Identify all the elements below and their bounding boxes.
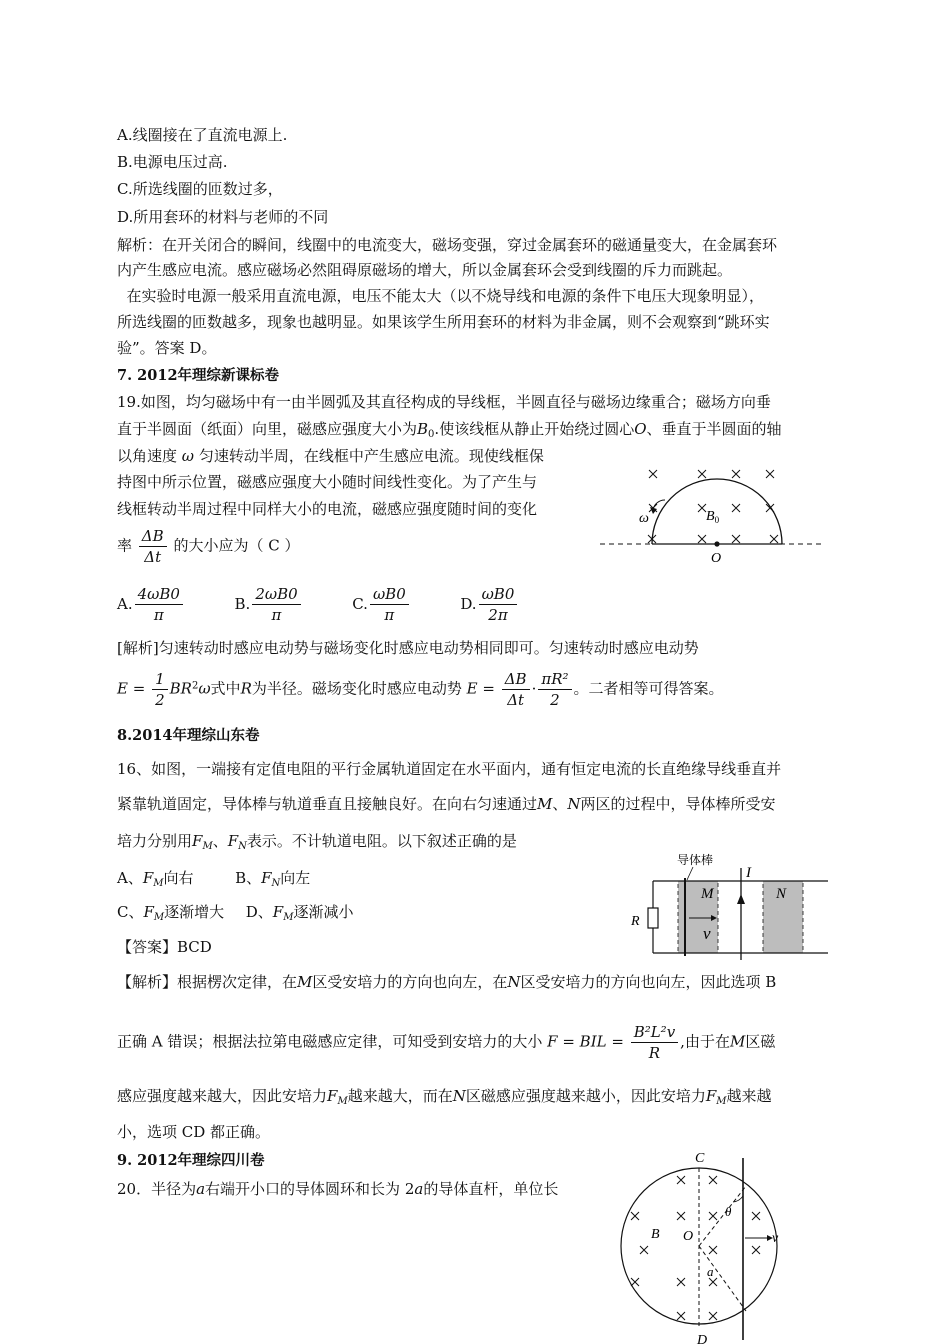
ring-cross-marks [631,1176,760,1320]
s8-question-line-2: 紧靠轨道固定，导体棒与轨道垂直且接触良好。在向右匀速通过M、N两区的过程中，导体棒所受安 [117,795,776,813]
s7-question-line-5: 线框转动半周过程中同样大小的电流，磁感应强度随时间的变化 [117,500,538,518]
resistor [648,908,658,928]
q6-option-a: A.线圈接在了直流电源上. [117,126,288,144]
v-label: v [703,924,711,943]
q6-option-b: B.电源电压过高. [117,153,228,171]
s7-question-line-1: 19.如图，均匀磁场中有一由半圆弧及其直径构成的导线框，半圆直径与磁场边缘重合；磁场方向垂 [117,393,771,411]
center-point [714,541,719,546]
s8-option-c: C、$F_M$逐渐增大 [117,903,225,923]
s8-options-ab [117,867,310,895]
s8-analysis-line-1: 【解析】根据楞次定律，在M区受安培力的方向也向左，在N区受安培力的方向也向左，因此选项 B [117,973,777,991]
s8-analysis-line-4: 小，选项 CD 都正确。 [117,1123,271,1141]
s8-options-cd [117,901,353,929]
q6-analysis-line-3: 在实验时电源一般采用直流电源，电压不能太大（以不烧导线和电源的条件下电压大现象明显）， [117,287,765,305]
s7-question-line-4: 持图中所示位置，磁感应强度大小随时间线性变化。为了产生与 [117,473,538,491]
section-9-title: 9. 2012年理综四川卷 [117,1152,265,1169]
s7-option-a: A. $\frac{4\omega B0}{\pi}$ [117,595,185,613]
n-label: N [776,886,787,902]
s8-answer: 【答案】BCD [117,938,212,956]
s9-question-line-1: 20．半径为a右端开小口的导体圆环和长为 2a的导体直杆，单位长 [117,1180,559,1198]
o-label: O [711,551,722,566]
i-label: I [746,865,751,881]
radius-upper [699,1186,746,1246]
q6-analysis-line-4: 所选线圈的匝数越多，现象也越明显。如果该学生所用套环的材料为非金属，则不会观察到“跳环实 [117,313,770,331]
s7-options [117,584,519,625]
ring-rod-figure [615,1146,790,1344]
s8-analysis-line-2: 正确 A 错误；根据法拉第电磁感应定律，可知受到安培力的大小 F = BIL = $\frac{\text{B²L²v}}{R}$ ,由于在M区磁 [117,1023,776,1062]
c-label: C [695,1151,705,1166]
r-label: R [631,914,640,929]
s7-option-d: D. $\frac{\omega B0}{2\pi}$ [460,595,519,613]
s7-analysis-line-1: [解析]匀速转动时感应电动势与磁场变化时感应电动势相同即可。匀速转动时感应电动势 [117,639,699,657]
s7-question-line-2: 直于半圆面（纸面）向里，磁感应强度大小为$B_0$.使该线框从静止开始绕过圆心O、垂直于半圆面的轴 [117,420,782,440]
o-label: O [683,1229,694,1244]
omega-label: ω [639,511,649,526]
q6-option-d: D.所用套环的材料与老师的不同 [117,208,329,226]
b0-label: $B_0$ [706,509,720,525]
s8-question-line-3: 培力分别用$F_M$、$F_N$表示。不计轨道电阻。以下叙述正确的是 [117,832,517,852]
s7-option-b: B. $\frac{2\omega B0}{\pi}$ [235,595,303,613]
q6-analysis-line-2: 内产生感应电流。感应磁场必然阻碍原磁场的增大，所以金属套环会受到线圈的斥力而跳起。 [117,261,733,279]
s8-option-a: A、$F_M$向右 [117,869,194,889]
s8-option-d: D、$F_M$逐渐减小 [245,903,354,923]
s7-question-line-3: 以角速度 ω 匀速转动半周，在线框中产生感应电流。现使线框保 [117,447,544,465]
s8-question-line-1: 16、如图，一端接有定值电阻的平行金属轨道固定在水平面内，通有恒定电流的长直绝缘导线垂直并 [117,760,782,778]
s8-option-b: B、$F_N$向左 [235,869,311,889]
s7-option-c: C. $\frac{\omega B0}{\pi}$ [352,595,411,613]
s7-analysis-line-2: E = $\frac{1}{2}$ $BR^2\omega$式中R为半径。磁场变化时感应电动势 E = $\frac{\Delta B}{\Delta t}$ · $\frac{\text{πR²}}{2}$ 。二者相等可得答案。 [117,670,724,709]
s8-analysis-line-3: 感应强度越来越大，因此安培力$F_M$越来越大，而在N区磁感应强度越来越小，因此安培力$F_M$越来越 [117,1087,772,1107]
semicircle-field-figure [595,458,835,568]
rod-label: 导体棒 [677,853,714,867]
section-8-title: 8.2014年理综山东卷 [117,727,260,744]
theta-label: θ [725,1204,732,1219]
field-cross-marks [648,470,778,543]
rails-figure [625,850,830,960]
v-label: v [772,1231,779,1246]
s7-question-line-6: 率 $\frac{\Delta B}{\Delta t}$ 的大小应为（ C ） [117,527,300,566]
d-label: D [697,1333,708,1344]
a-label: a [707,1264,714,1279]
rod-pointer [687,867,693,880]
q6-option-c: C.所选线圈的匝数过多， [117,180,283,198]
b-label: B [651,1227,660,1242]
q6-analysis-line-5: 验”。答案 D。 [117,339,217,357]
section-7-title: 7. 2012年理综新课标卷 [117,367,280,384]
m-label: M [701,886,714,902]
current-arrowhead [737,894,745,904]
q6-analysis-line-1: 解析：在开关闭合的瞬间，线圈中的电流变大，磁场变强，穿过金属套环的磁通量变大，在金属套环 [117,236,778,254]
semicircle-arc [652,479,782,544]
